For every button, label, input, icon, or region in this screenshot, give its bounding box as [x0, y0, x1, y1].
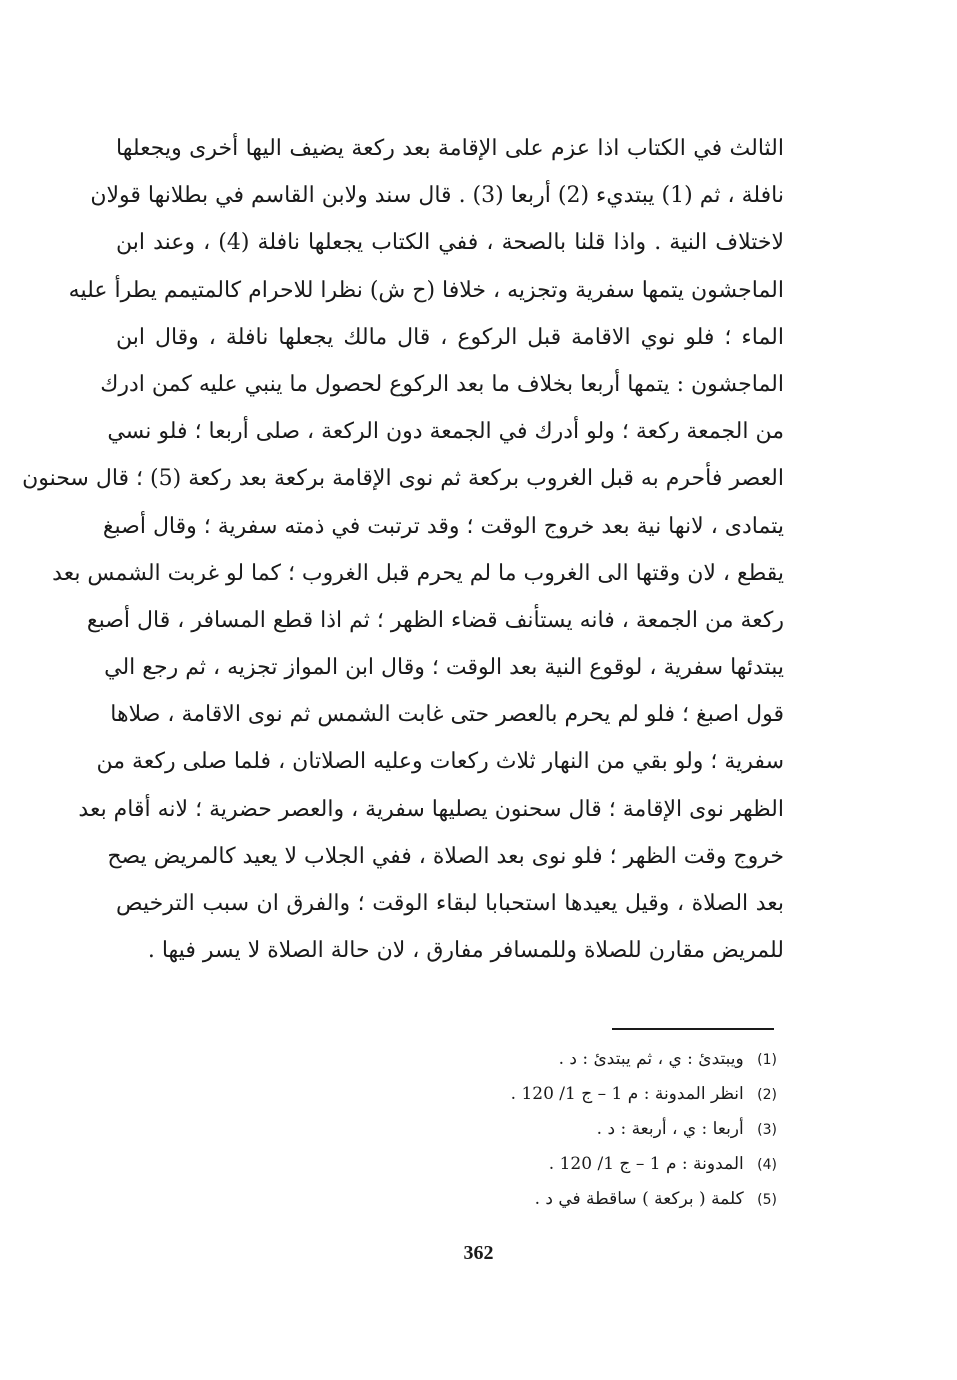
footnote-text: المدونة : م 1 – ج 1/ 120 .: [548, 1154, 744, 1174]
text-line: الثالث في الكتاب اذا عزم على الإقامة بعد ركعة يضيف اليها أخرى ويجعلها: [116, 136, 784, 161]
text-line: يقطع ، لان وقتها الى الغروب ما لم يحرم قبل الغروب ؛ كما لو غربت الشمس بعد: [52, 560, 784, 586]
text-line: بعد الصلاة ، وقيل يعيدها استحبابا لبقاء الوقت ؛ والفرق ان سبب الترخيص: [116, 891, 784, 916]
footnote-divider: [612, 1028, 774, 1030]
footnote-item: [357, 1112, 777, 1147]
main-text: [22, 125, 784, 974]
text-line: قول اصبغ ؛ فلو لم يحرم بالعصر حتى غابت الشمس ثم نوى الاقامة ، صلاها: [110, 702, 784, 728]
text-line: يتمادى ، لانها نية بعد خروج الوقت ؛ وقد ترتبت في ذمته سفرية ؛ وقال أصبغ: [102, 513, 784, 539]
footnotes-list: [357, 1042, 777, 1217]
footnote-number: (4): [757, 1157, 777, 1173]
text-line: ركعة من الجمعة ، فانه يستأنف قضاء الظهر ؛ ثم اذا قطع المسافر ، قال أصبع: [86, 607, 784, 633]
footnote-item: [357, 1147, 777, 1182]
footnote-text: انظر المدونة : م 1 – ج 1/ 120 .: [510, 1084, 744, 1104]
text-line: لاختلاف النية . واذا قلنا بالصحة ، ففي الكتاب يجعلها نافلة (4) ، وعند ابن: [116, 230, 784, 256]
text-line: الماء ؛ فلو نوي الاقامة قبل الركوع ، قال مالك يجعلها نافلة ، وقال ابن: [116, 324, 784, 350]
text-line: يبتدئها سفرية ، لوقوع النية بعد الوقت ؛ وقال ابن المواز تجزيه ، ثم رجع الي: [104, 655, 784, 681]
footnote-text: أربعا : ي ، أربعة : د .: [596, 1119, 744, 1139]
text-line: سفرية ؛ ولو بقي من النهار ثلاث ركعات وعليه الصلاتان ، فلما صلى ركعة من: [96, 749, 784, 775]
text-line: الماجشون : يتمها أربعا بخلاف ما بعد الركوع لحصول ما ينبي عليه كمن ادرك: [100, 371, 784, 397]
footnote-number: (2): [757, 1087, 777, 1103]
footnote-text: كلمة ( بركعة ) ساقطة في د .: [534, 1189, 744, 1209]
text-line: خروج وقت الظهر ؛ فلو نوى بعد الصلاة ، ففي الجلاب لا يعيد كالمريض يصح: [107, 843, 784, 869]
text-line: للمريض مقارن للصلاة وللمسافر مفارق ، لان حالة الصلاة لا يسر فيها .: [147, 938, 784, 964]
text-line: نافلة ، ثم (1) يبتديء (2) أربعا (3) . قال سند ولابن القاسم في بطلانها قولان: [90, 183, 784, 209]
footnote-number: (3): [757, 1122, 777, 1138]
footnote-item: [357, 1042, 777, 1077]
footnote-number: (5): [757, 1192, 777, 1208]
text-line: العصر فأحرم به قبل الغروب بركعة ثم نوى الإقامة بركعة بعد ركعة (5) ؛ قال سحنون: [22, 466, 784, 492]
footnote-item: [357, 1182, 777, 1217]
footnote-item: [357, 1077, 777, 1112]
text-line: الظهر نوى الإقامة ؛ قال سحنون يصليها سفرية ، والعصر حضرية ؛ لانه أقام بعد: [78, 796, 784, 822]
text-line: الماجشون يتمها سفرية وتجزيه ، خلافا (ح ش) نظرا للاحرام كالمتيمم يطرأ عليه: [68, 277, 784, 303]
footnote-number: (1): [757, 1052, 777, 1068]
page-number: 362: [463, 1242, 494, 1264]
footnote-text: ويبتدئ : ي ، ثم يبتدئ : د .: [558, 1049, 744, 1069]
text-line: من الجمعة ركعة ؛ ولو أدرك في الجمعة دون الركعة ، صلى أربعا ؛ فلو نسي: [107, 419, 784, 445]
